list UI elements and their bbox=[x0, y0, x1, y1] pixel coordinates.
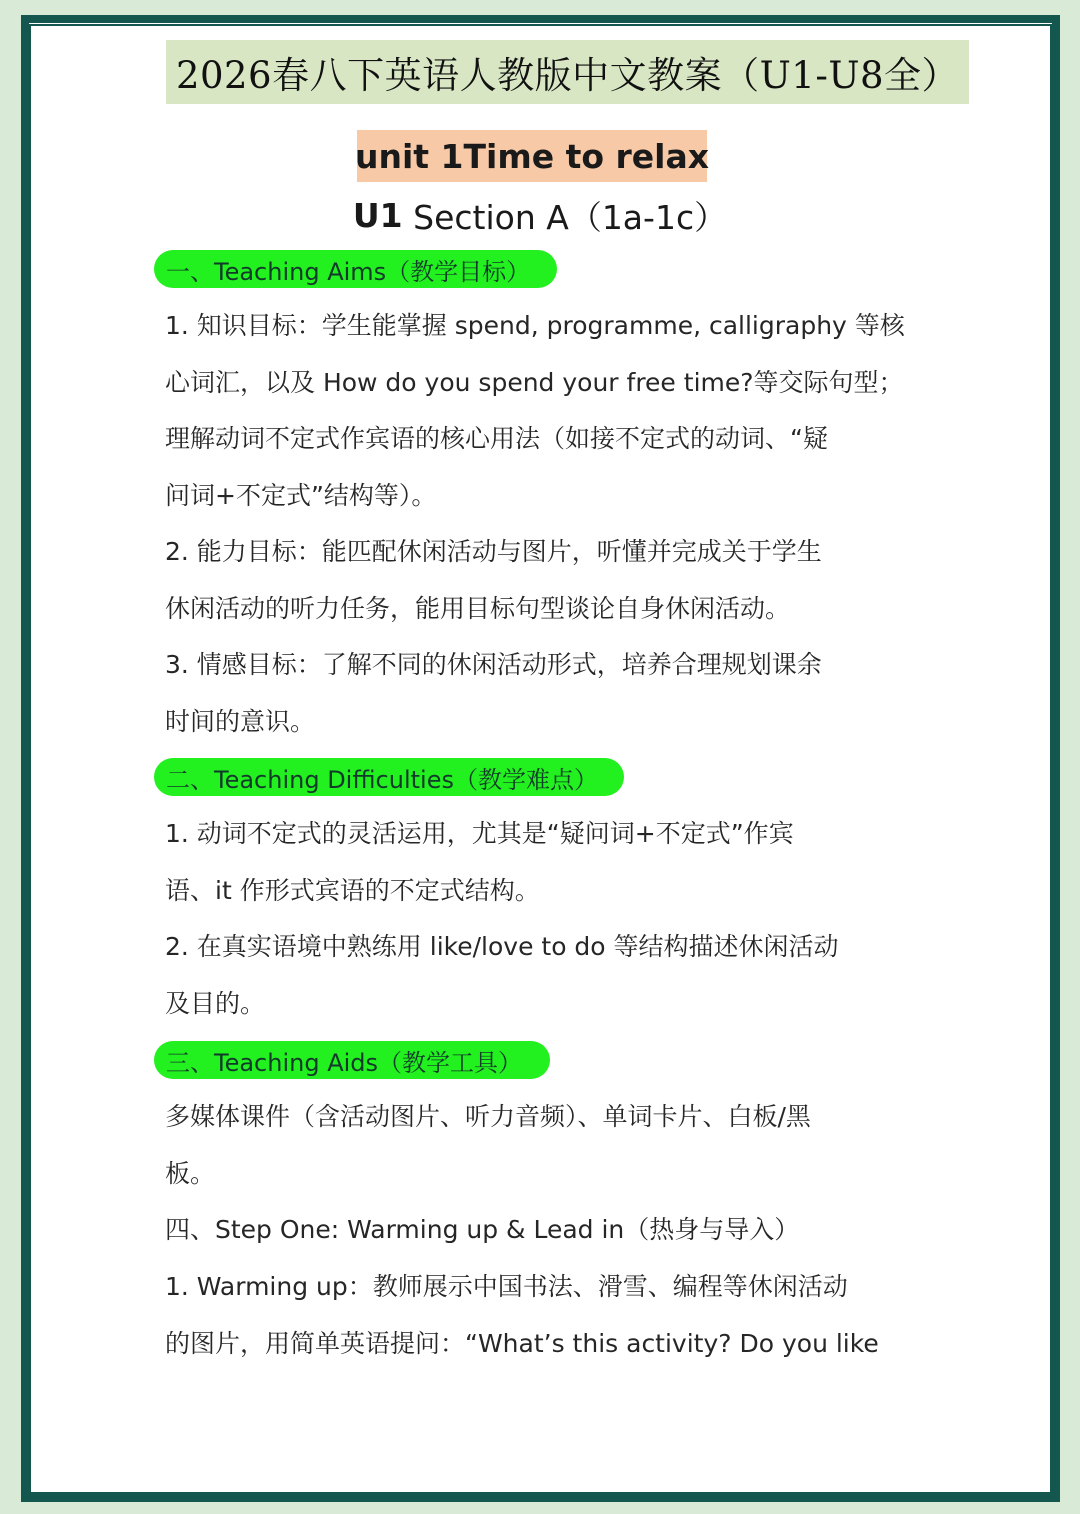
heading-teaching-aims-text: 一、Teaching Aims（教学目标） bbox=[166, 257, 531, 286]
heading-teaching-difficulties bbox=[154, 758, 624, 796]
teaching-aims-body bbox=[165, 298, 925, 750]
body-line: 的图片，用简单英语提问：“What’s this activity? Do you like bbox=[165, 1328, 879, 1358]
body-line: 多媒体课件（含活动图片、听力音频）、单词卡片、白板/黑 bbox=[165, 1102, 811, 1131]
heading-teaching-aids bbox=[154, 1041, 550, 1079]
heading-teaching-difficulties-text: 二、Teaching Difficulties（教学难点） bbox=[166, 765, 598, 794]
body-line: 语、it 作形式宾语的不定式结构。 bbox=[165, 875, 540, 905]
body-line: 休闲活动的听力任务，能用目标句型谈论自身休闲活动。 bbox=[165, 593, 791, 623]
body-line: 2. 能力目标：能匹配休闲活动与图片，听懂并完成关于学生 bbox=[165, 537, 822, 566]
body-line: 理解动词不定式作宾语的核心用法（如接不定式的动词、“疑 bbox=[165, 424, 828, 453]
body-line: 1. 知识目标：学生能掌握 spend, programme, calligraphy 等核 bbox=[165, 311, 905, 340]
heading-teaching-aims bbox=[154, 250, 557, 288]
section-code: U1 bbox=[352, 195, 403, 235]
body-line: 心词汇，以及 How do you spend your free time?等交际句型； bbox=[165, 367, 904, 397]
unit-title bbox=[354, 130, 710, 182]
teaching-aids-body bbox=[165, 1089, 925, 1202]
teaching-difficulties-body bbox=[165, 806, 925, 1032]
document-title-text: 2026春八下英语人教版中文教案（U1-U8全） bbox=[175, 54, 960, 97]
body-line: 及目的。 bbox=[165, 988, 266, 1018]
section-label: Section A（1a-1c） bbox=[402, 197, 728, 237]
heading-step-one bbox=[165, 1202, 799, 1259]
body-line: 1. 动词不定式的灵活运用，尤其是“疑问词+不定式”作宾 bbox=[165, 819, 794, 848]
heading-teaching-aids-text: 三、Teaching Aids（教学工具） bbox=[166, 1048, 523, 1077]
section-title bbox=[0, 190, 1080, 240]
body-line: 1. Warming up：教师展示中国书法、滑雪、编程等休闲活动 bbox=[165, 1272, 848, 1301]
document-title bbox=[166, 40, 969, 104]
heading-step-one-text: 四、Step One: Warming up & Lead in（热身与导入） bbox=[165, 1215, 800, 1244]
step-one-body bbox=[165, 1259, 925, 1372]
body-line: 3. 情感目标：了解不同的休闲活动形式，培养合理规划课余 bbox=[165, 650, 822, 679]
body-line: 时间的意识。 bbox=[165, 706, 316, 736]
body-line: 2. 在真实语境中熟练用 like/love to do 等结构描述休闲活动 bbox=[165, 932, 839, 961]
body-line: 板。 bbox=[165, 1158, 216, 1188]
unit-title-text: unit 1Time to relax bbox=[354, 136, 710, 176]
body-line: 问词+不定式”结构等）。 bbox=[165, 480, 437, 510]
